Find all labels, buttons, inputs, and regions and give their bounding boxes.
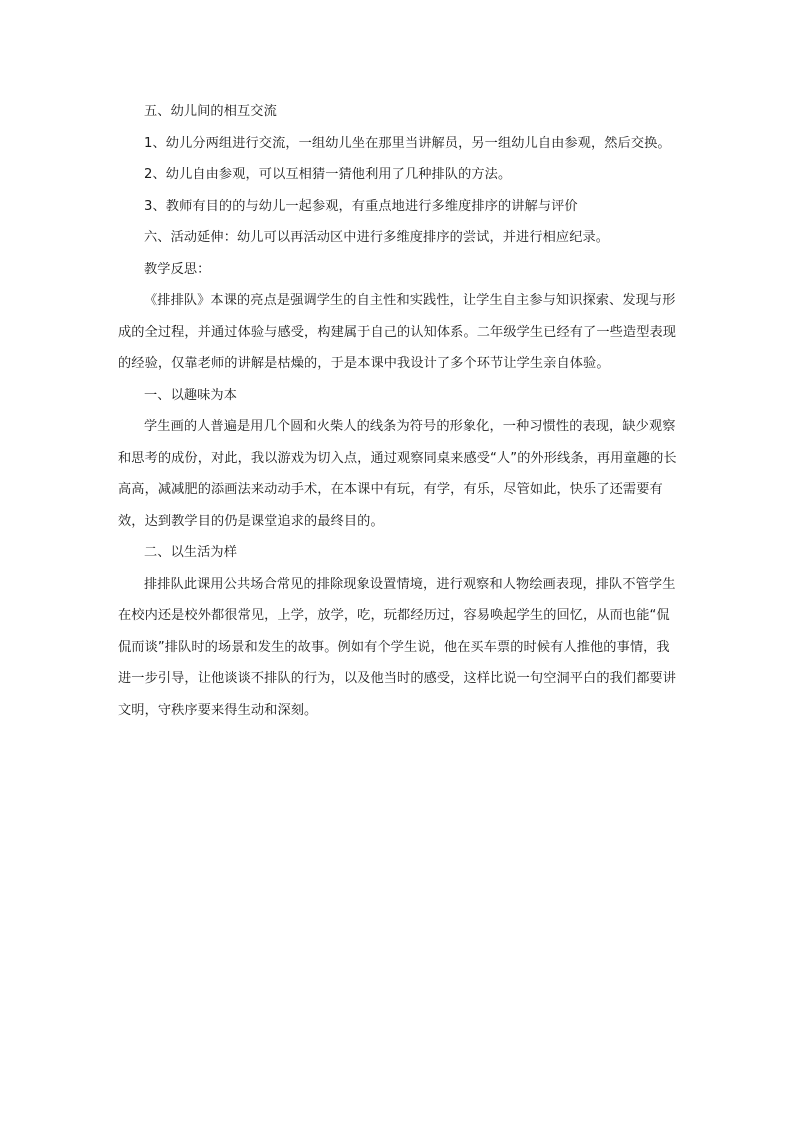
reflection-intro: 《排排队》本课的亮点是强调学生的自主性和实践性，让学生自主参与知识探索、发现与形成的全过程，并通过体验与感受，构建属于自己的认知体系。二年级学生已经有了一些造型表现的经验，仅靠老师的讲解是枯燥的，于是本课中我设计了多个环节让学生亲自体验。 (118, 293, 677, 371)
section-heading-six: 六、活动延伸：幼儿可以再活动区中进行多维度排序的尝试，并进行相应纪录。 (144, 230, 610, 245)
document-page (118, 96, 680, 726)
reflection-heading: 教学反思： (144, 261, 211, 277)
list-item-3: 3、教师有目的的与幼儿一起参观，有重点地进行多维度排序的讲解与评价 (144, 198, 578, 214)
subheading-one: 一、以趣味为本 (144, 387, 238, 403)
paragraph-life: 排排队此课用公共场合常见的排除现象设置情境，进行观察和人物绘画表现，排队不管学生在校内还是校外都很常见，上学，放学，吃，玩都经历过，容易唤起学生的回忆，从而也能“侃侃而谈”排队时的场景和发生的故事。例如有个学生说，他在买车票的时候有人推他的事情，我进一步引导，让他谈谈不排队的行为，以及他当时的感受，这样比说一句空洞平白的我们都要讲文明，守秩序要来得生动和深刻。 (118, 576, 677, 718)
list-item-2: 2、幼儿自由参观，可以互相猜一猜他利用了几种排队的方法。 (144, 167, 512, 182)
paragraph-fun: 学生画的人普遍是用几个圆和火柴人的线条为符号的形象化，一种习惯性的表现，缺少观察和思考的成份，对此，我以游戏为切入点，通过观察同桌来感受“人”的外形线条，再用童趣的长高高，减减肥的添画法来动动手术，在本课中有玩，有学，有乐，尽管如此，快乐了还需要有效，达到教学目的仍是课堂追求的最终目的。 (118, 419, 677, 529)
section-heading-five: 五、幼儿间的相互交流 (144, 104, 277, 119)
subheading-two: 二、以生活为样 (144, 545, 238, 560)
list-item-1: 1、幼儿分两组进行交流，一组幼儿坐在那里当讲解员，另一组幼儿自由参观，然后交换。 (144, 135, 671, 151)
